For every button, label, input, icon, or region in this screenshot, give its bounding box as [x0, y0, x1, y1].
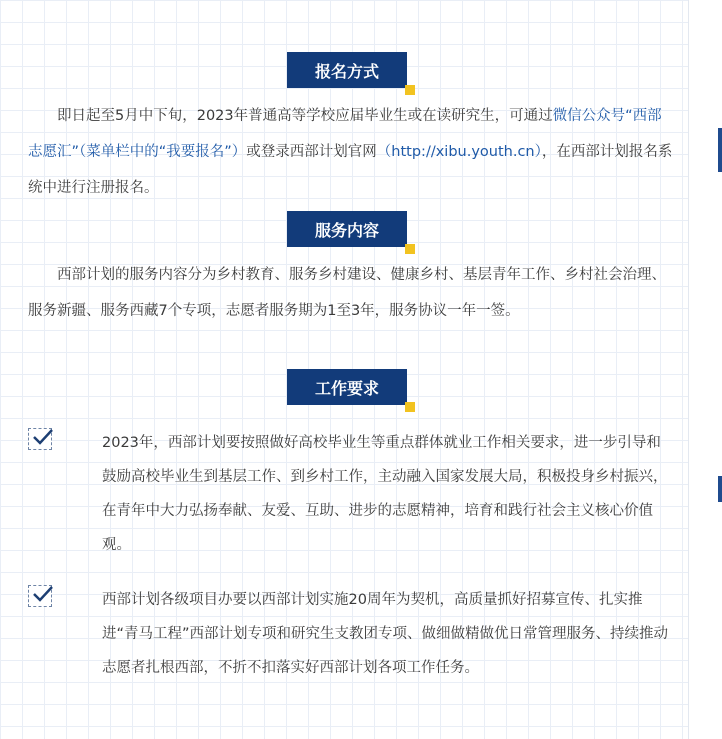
heading-accent-square — [405, 85, 415, 95]
requirement-item: 西部计划各级项目办要以西部计划实施20周年为契机，高质量抓好招募宣传、扎实推进“青马工程”西部计划专项和研究生支教团专项、做细做精做优日常管理服务、持续推动志愿者扎根西部，不折不扣落实好西部计划各项工作任务。 — [102, 592, 669, 676]
paragraph-text: ，在西部计划报名系统中进行注册报名。 — [28, 144, 673, 196]
paragraph-text: 即日起至5月中下旬，2023年普通高等学校应届毕业生或在读研究生，可通过 — [57, 108, 553, 124]
wechat-account-link[interactable]: 微信公众号“西部志愿汇”（菜单栏中的“我要报名”） — [28, 108, 662, 160]
blue-edge-mark — [718, 128, 722, 172]
service-paragraph: 西部计划的服务内容分为乡村教育、服务乡村建设、健康乡村、基层青年工作、乡村社会治理、服务新疆、服务西藏7个专项，志愿者服务期为1至3年，服务协议一年一签。 — [28, 267, 666, 319]
check-icon — [28, 428, 52, 450]
section-heading-registration — [287, 52, 407, 88]
section-heading-text: 报名方式 — [314, 61, 379, 81]
paragraph-text: 或登录西部计划官网 — [246, 144, 377, 160]
section-heading-text: 工作要求 — [314, 378, 379, 398]
blue-edge-mark — [718, 476, 722, 502]
section-heading-service — [287, 211, 407, 247]
check-icon — [28, 585, 52, 607]
heading-accent-square — [405, 402, 415, 412]
official-site-link[interactable]: （http://xibu.youth.cn） — [376, 144, 542, 160]
section-heading-text: 服务内容 — [314, 220, 379, 240]
requirement-item: 2023年，西部计划要按照做好高校毕业生等重点群体就业工作相关要求，进一步引导和鼓励高校毕业生到基层工作、到乡村工作，主动融入国家发展大局，积极投身乡村振兴，在青年中大力弘扬奉献、友爱、互助、进步的志愿精神，培育和践行社会主义核心价值观。 — [102, 435, 668, 553]
right-margin-strip — [688, 0, 722, 739]
registration-paragraph — [28, 98, 676, 206]
heading-accent-square — [405, 244, 415, 254]
section-heading-requirements — [287, 369, 407, 405]
